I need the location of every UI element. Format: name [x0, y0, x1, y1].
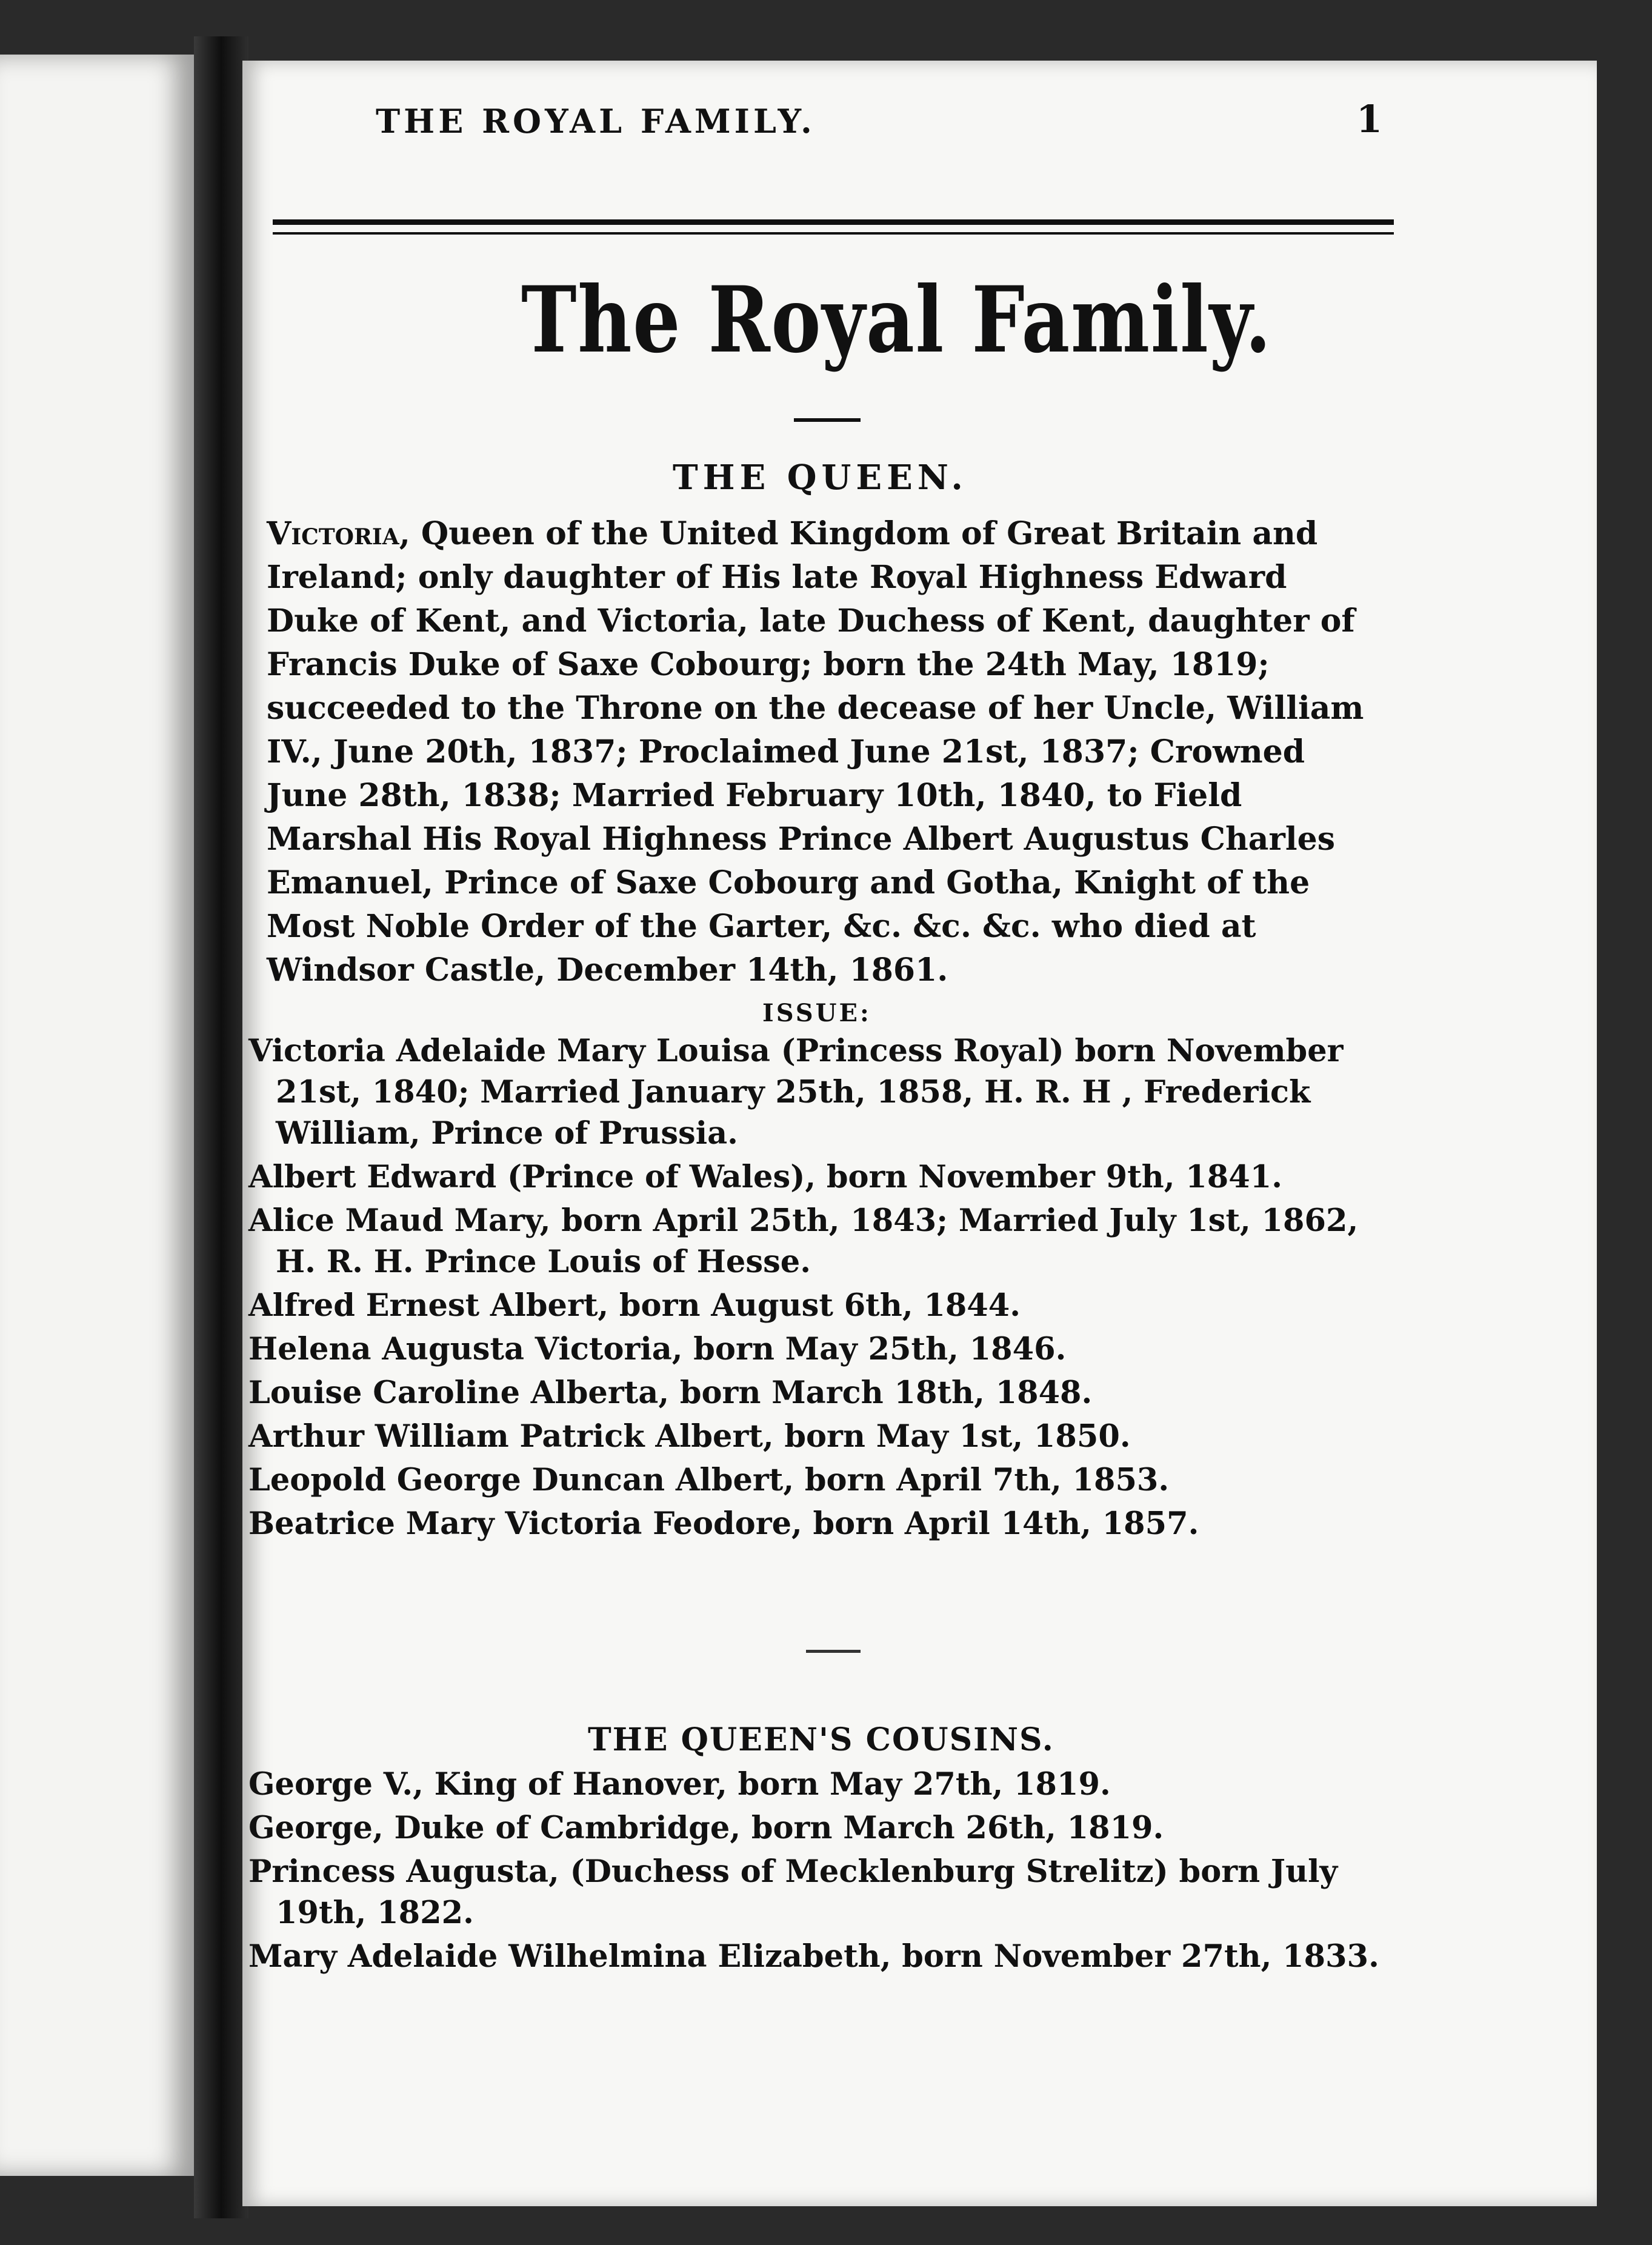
list-item: Louise Caroline Alberta, born March 18th, 1848. [248, 1375, 1093, 1411]
section-divider [806, 1650, 861, 1653]
page-number: 1 [1356, 97, 1383, 141]
list-item: Arthur William Patrick Albert, born May 1st, 1850. [248, 1418, 1131, 1455]
list-item: Mary Adelaide Wilhelmina Elizabeth, born November 27th, 1833. [248, 1938, 1379, 1975]
issue-heading: ISSUE: [762, 999, 871, 1027]
page-title: The Royal Family. [521, 267, 1272, 373]
list-item: Alice Maud Mary, born April 25th, 1843; Married July 1st, 1862, H. R. H. Prince Louis of Hesse. [248, 1203, 1359, 1280]
facing-page-edge [0, 55, 194, 2176]
cousins-heading: THE QUEEN'S COUSINS. [588, 1721, 1054, 1758]
book-gutter [194, 36, 248, 2218]
list-item: George V., King of Hanover, born May 27th, 1819. [248, 1766, 1111, 1803]
list-item: Beatrice Mary Victoria Feodore, born April 14th, 1857. [248, 1506, 1199, 1542]
title-rule [794, 418, 861, 422]
list-item: Albert Edward (Prince of Wales), born November 9th, 1841. [248, 1159, 1282, 1195]
queen-heading: THE QUEEN. [673, 458, 968, 498]
list-item: Victoria Adelaide Mary Louisa (Princess Royal) born November 21st, 1840; Married January 25th, 1858, H. R. H , Frederick William, Prince of Prussia. [248, 1033, 1344, 1152]
queen-name: Victoria [267, 515, 399, 552]
list-item: Alfred Ernest Albert, born August 6th, 1844. [248, 1287, 1021, 1324]
list-item: George, Duke of Cambridge, born March 26th, 1819. [248, 1810, 1164, 1846]
header-double-rule [273, 219, 1394, 235]
issue-list [248, 1030, 1388, 1547]
list-item: Helena Augusta Victoria, born May 25th, 1846. [248, 1331, 1067, 1367]
list-item: Leopold George Duncan Albert, born April 7th, 1853. [248, 1462, 1170, 1498]
cousins-list [248, 1764, 1388, 1980]
queen-paragraph [267, 512, 1388, 992]
running-title: THE ROYAL FAMILY. [376, 102, 816, 141]
list-item: Princess Augusta, (Duchess of Mecklenburg Strelitz) born July 19th, 1822. [248, 1853, 1338, 1931]
queen-text: , Queen of the United Kingdom of Great Britain and Ireland; only daughter of His late Royal Highness Edward Duke of Kent, and Victoria, late Duchess of Kent, daughter of Francis Duke of Saxe Cobourg; born the 24th May, 1819; succeeded to the Throne on the decease of her Uncle, William IV., June 20th, 1837; Proclaimed June 21st, 1837; Crowned June 28th, 1838; Married February 10th, 1840, to Field Marshal His Royal Highness Prince Albert Augustus Charles Emanuel, Prince of Saxe Cobourg and Gotha, Knight of the Most Noble Order of the Garter, &c. &c. &c. who died at Windsor Castle, December 14th, 1861. [267, 515, 1364, 989]
